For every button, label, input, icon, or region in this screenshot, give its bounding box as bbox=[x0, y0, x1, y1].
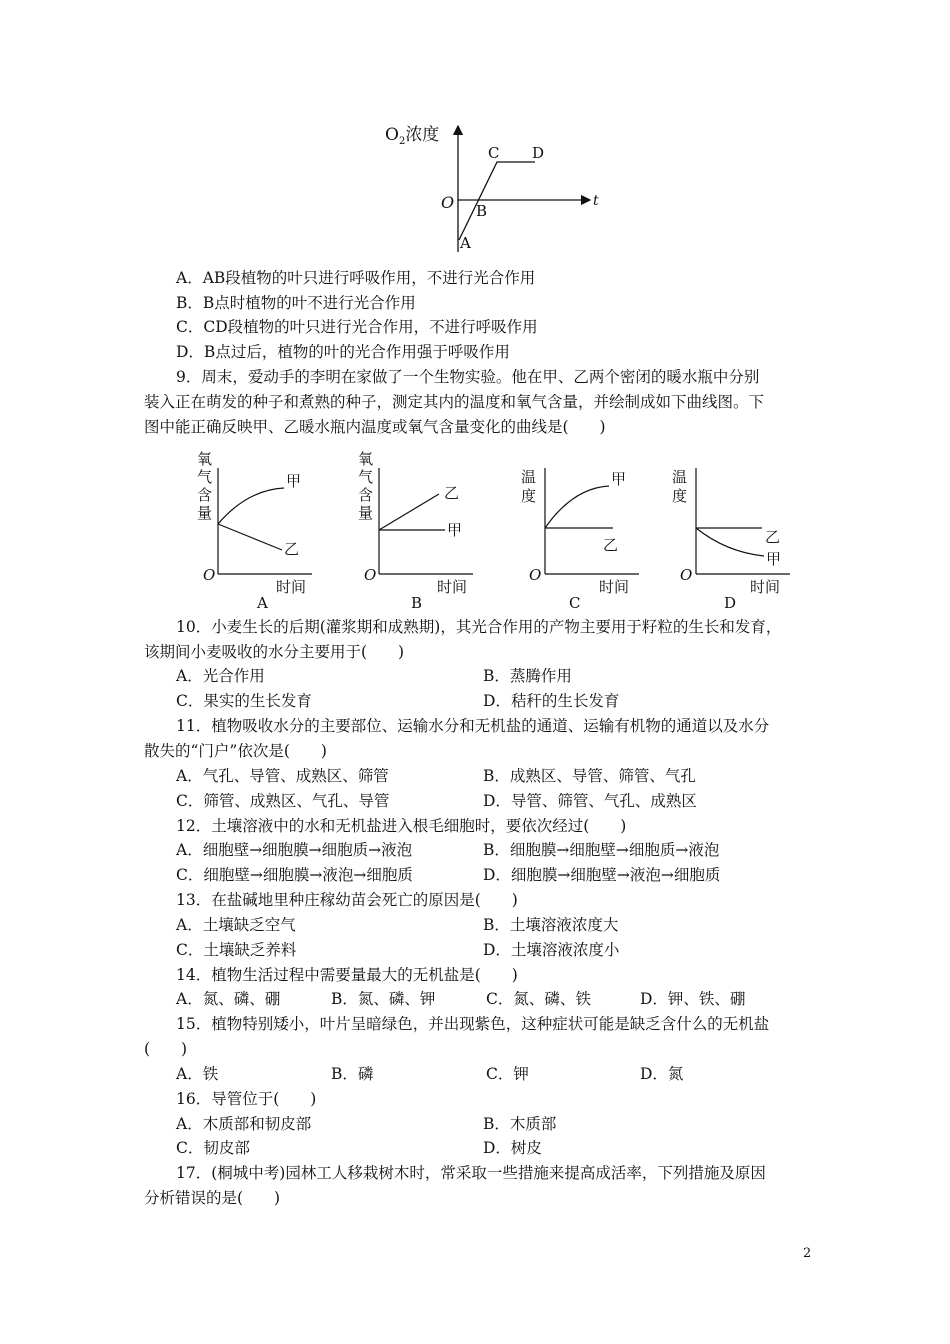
chart-b-series-yi-label: 乙 bbox=[444, 484, 460, 502]
chart-a-ylabel-1: 氧 bbox=[197, 450, 213, 468]
o2-concentration-graph bbox=[375, 112, 615, 254]
chart-d-origin: O bbox=[680, 566, 693, 584]
point-c-label: C bbox=[488, 144, 500, 162]
chart-b-xlabel: 时间 bbox=[437, 578, 468, 596]
q17-stem-line-2: 分析错误的是( ) bbox=[144, 1189, 281, 1207]
q11-option-c: C．筛管、成熟区、气孔、导管 bbox=[176, 792, 390, 810]
q13-option-b: B．土壤溶液浓度大 bbox=[483, 916, 619, 934]
q15-stem-line-1: 15．植物特别矮小，叶片呈暗绿色，并出现紫色，这种症状可能是缺乏含什么的无机盐 bbox=[176, 1015, 770, 1033]
chart-c-series-jia bbox=[545, 486, 609, 528]
chart-c-ylabel-2: 度 bbox=[521, 487, 537, 505]
q14-option-a: A．氮、磷、硼 bbox=[176, 990, 281, 1008]
q16-option-c: C．韧皮部 bbox=[176, 1139, 250, 1157]
q17-stem-line-1: 17．(桐城中考)园林工人移栽树木时，常采取一些措施来提高成活率，下列措施及原因 bbox=[176, 1164, 766, 1182]
q10-stem-line-1: 10．小麦生长的后期(灌浆期和成熟期)，其光合作用的产物主要用于籽粒的生长和发育， bbox=[176, 618, 782, 636]
chart-a-ylabel-4: 量 bbox=[197, 504, 213, 522]
chart-d bbox=[666, 446, 806, 612]
q11-option-b: B．成熟区、导管、筛管、气孔 bbox=[483, 767, 696, 785]
chart-a bbox=[192, 446, 322, 612]
q12-stem-line-1: 12．土壤溶液中的水和无机盐进入根毛细胞时，要依次经过( ) bbox=[176, 817, 627, 835]
chart-b-ylabel-2: 气 bbox=[358, 468, 374, 486]
q13-option-d: D．土壤溶液浓度小 bbox=[483, 941, 620, 959]
q14-option-d: D．钾、铁、硼 bbox=[640, 990, 746, 1008]
q16-stem-line-1: 16．导管位于( ) bbox=[176, 1090, 317, 1108]
q10-option-c: C．果实的生长发育 bbox=[176, 692, 312, 710]
q10-option-a: A．光合作用 bbox=[176, 667, 265, 685]
q10-stem-line-2: 该期间小麦吸收的水分主要用于( ) bbox=[144, 643, 405, 661]
chart-d-series-jia bbox=[696, 528, 764, 556]
q8-option-c: C．CD段植物的叶只进行光合作用，不进行呼吸作用 bbox=[176, 318, 538, 336]
q12-option-b: B．细胞膜→细胞壁→细胞质→液泡 bbox=[483, 841, 720, 859]
q8-option-a: A．AB段植物的叶只进行呼吸作用，不进行光合作用 bbox=[176, 269, 536, 287]
chart-a-series-jia bbox=[218, 488, 284, 524]
chart-a-series-yi bbox=[218, 524, 282, 550]
chart-d-ylabel-2: 度 bbox=[672, 487, 688, 505]
chart-c-xlabel: 时间 bbox=[599, 578, 630, 596]
chart-a-tag: A bbox=[257, 594, 268, 612]
q12-option-d: D．细胞膜→细胞壁→液泡→细胞质 bbox=[483, 866, 721, 884]
chart-a-xlabel: 时间 bbox=[276, 578, 307, 596]
q15-option-a: A．铁 bbox=[176, 1065, 219, 1083]
q11-option-a: A．气孔、导管、成熟区、筛管 bbox=[176, 767, 389, 785]
q9-stem-line-2: 装入正在萌发的种子和煮熟的种子，测定其内的温度和氧气含量，并绘制成如下曲线图。下 bbox=[144, 393, 765, 411]
chart-c-series-yi-label: 乙 bbox=[603, 536, 619, 554]
q13-stem-line-1: 13．在盐碱地里种庄稼幼苗会死亡的原因是( ) bbox=[176, 891, 518, 909]
page-number: 2 bbox=[803, 1246, 812, 1261]
q16-option-d: D．树皮 bbox=[483, 1139, 542, 1157]
q9-stem-line-1: 9．周末，爱动手的李明在家做了一个生物实验。他在甲、乙两个密闭的暖水瓶中分别 bbox=[176, 368, 760, 386]
chart-d-series-jia-label: 甲 bbox=[766, 550, 782, 568]
x-axis-label: t bbox=[593, 193, 599, 209]
chart-c-series-jia-label: 甲 bbox=[611, 470, 627, 488]
q15-stem-line-2: ( ) bbox=[144, 1040, 188, 1058]
chart-a-ylabel-3: 含 bbox=[197, 486, 213, 504]
q15-option-b: B．磷 bbox=[331, 1065, 374, 1083]
point-a-label: A bbox=[460, 234, 471, 252]
chart-b-series-yi bbox=[379, 494, 439, 530]
chart-a-ylabel-2: 气 bbox=[197, 468, 213, 486]
q11-stem-line-2: 散失的“门户”依次是( ) bbox=[144, 742, 327, 760]
o2-curve bbox=[459, 162, 535, 240]
chart-b bbox=[353, 446, 483, 612]
chart-a-series-yi-label: 乙 bbox=[284, 540, 300, 558]
chart-d-ylabel-1: 温 bbox=[672, 468, 688, 486]
q10-option-d: D．秸秆的生长发育 bbox=[483, 692, 620, 710]
chart-a-origin: O bbox=[203, 566, 216, 584]
q13-option-c: C．土壤缺乏养料 bbox=[176, 941, 297, 959]
chart-b-ylabel-3: 含 bbox=[358, 486, 374, 504]
y-axis-label: $O_2$浓度 bbox=[385, 125, 440, 147]
chart-b-ylabel-1: 氧 bbox=[358, 450, 374, 468]
q9-stem-line-3: 图中能正确反映甲、乙暖水瓶内温度或氧气含量变化的曲线是( ) bbox=[144, 418, 606, 436]
q14-stem-line-1: 14．植物生活过程中需要量最大的无机盐是( ) bbox=[176, 966, 518, 984]
chart-a-series-jia-label: 甲 bbox=[286, 472, 302, 490]
chart-c-tag: C bbox=[569, 594, 581, 612]
q15-option-c: C．钾 bbox=[486, 1065, 529, 1083]
q13-option-a: A．土壤缺乏空气 bbox=[176, 916, 296, 934]
point-b-label: B bbox=[476, 202, 488, 220]
chart-b-ylabel-4: 量 bbox=[358, 504, 374, 522]
origin-label: O bbox=[441, 193, 455, 212]
chart-d-tag: D bbox=[724, 594, 737, 612]
chart-d-series-yi-label: 乙 bbox=[765, 528, 781, 546]
q16-option-b: B．木质部 bbox=[483, 1115, 557, 1133]
q8-option-b: B．B点时植物的叶不进行光合作用 bbox=[176, 294, 416, 312]
chart-b-origin: O bbox=[364, 566, 377, 584]
q8-option-d: D．B点过后，植物的叶的光合作用强于呼吸作用 bbox=[176, 343, 510, 361]
q12-option-a: A．细胞壁→细胞膜→细胞质→液泡 bbox=[176, 841, 413, 859]
q11-option-d: D．导管、筛管、气孔、成熟区 bbox=[483, 792, 697, 810]
q10-option-b: B．蒸腾作用 bbox=[483, 667, 572, 685]
chart-d-xlabel: 时间 bbox=[750, 578, 781, 596]
chart-c-ylabel-1: 温 bbox=[521, 468, 537, 486]
chart-c-origin: O bbox=[529, 566, 542, 584]
q16-option-a: A．木质部和韧皮部 bbox=[176, 1115, 312, 1133]
chart-b-series-jia-label: 甲 bbox=[447, 521, 463, 539]
q11-stem-line-1: 11．植物吸收水分的主要部位、运输水分和无机盐的通道、运输有机物的通道以及水分 bbox=[176, 717, 770, 735]
chart-c bbox=[515, 446, 645, 612]
q12-option-c: C．细胞壁→细胞膜→液泡→细胞质 bbox=[176, 866, 413, 884]
q14-option-b: B．氮、磷、钾 bbox=[331, 990, 436, 1008]
q14-option-c: C．氮、磷、铁 bbox=[486, 990, 591, 1008]
point-d-label: D bbox=[532, 144, 545, 162]
q15-option-d: D．氮 bbox=[640, 1065, 684, 1083]
chart-b-tag: B bbox=[411, 594, 423, 612]
